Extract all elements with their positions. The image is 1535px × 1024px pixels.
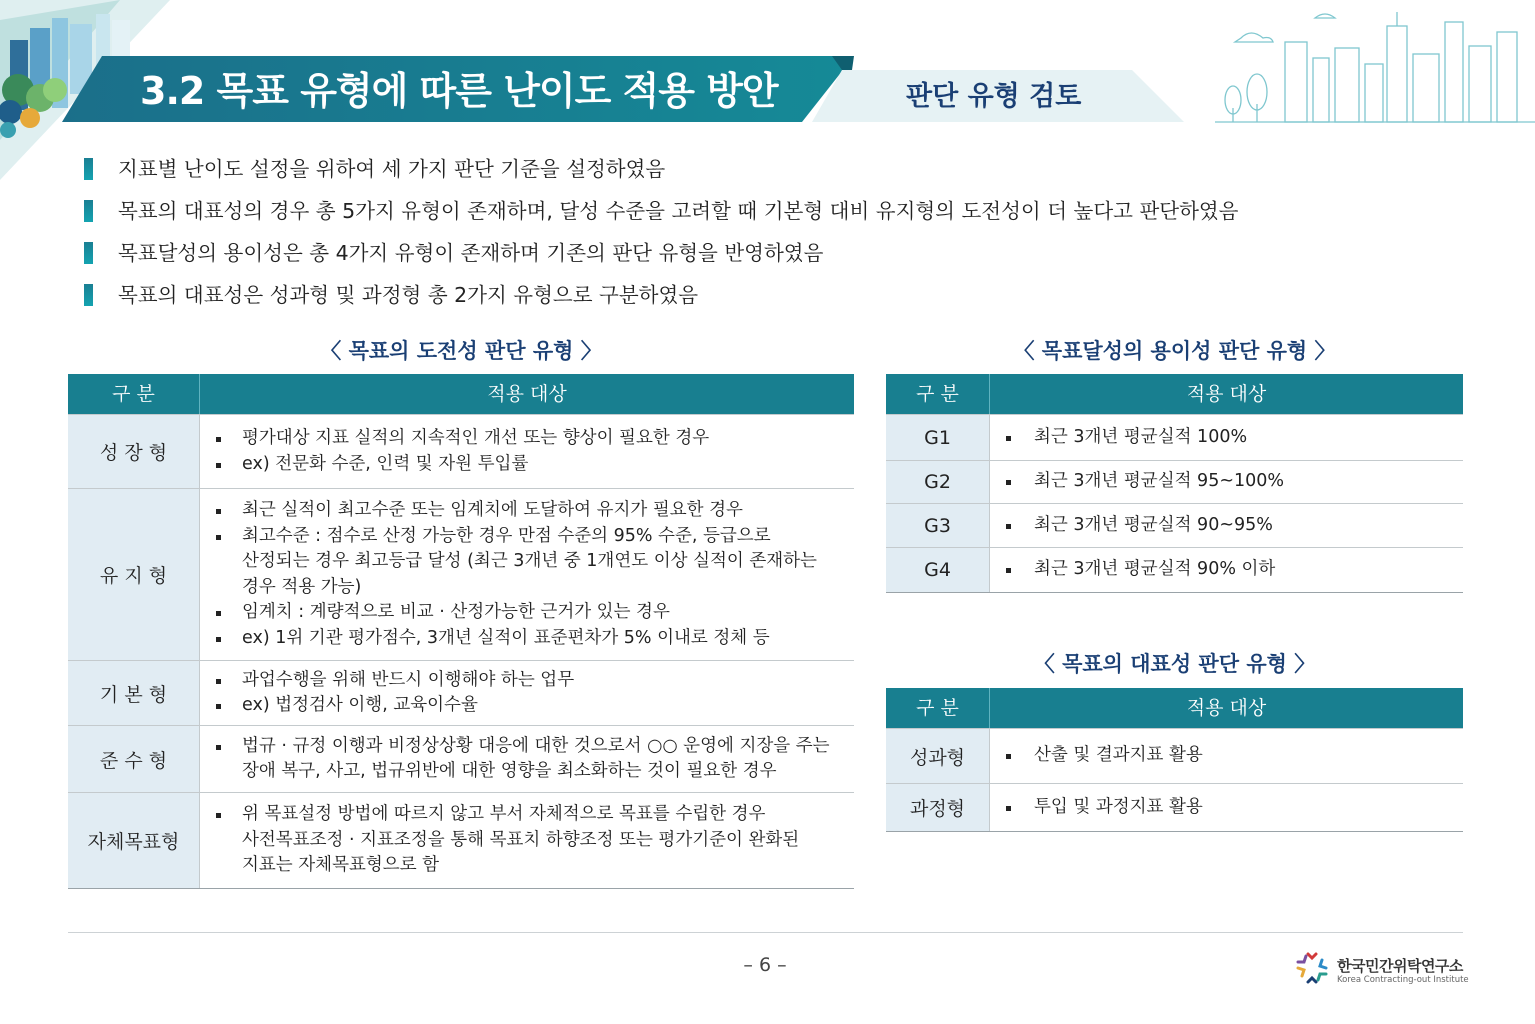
square-bullet-icon [216,463,221,468]
list-item: 임계치 : 계량적으로 비교 · 산정가능한 근거가 있는 경우 [216,600,854,626]
row-content [990,784,1463,831]
list-item-continuation: 장애 복구, 사고, 법규위반에 대한 영향을 최소화하는 것이 필요한 경우 [242,761,777,781]
table-header-row [886,374,1463,414]
row-label: G3 [886,504,990,547]
intro-bullet: 목표의 대표성의 경우 총 5가지 유형이 존재하며, 달성 수준을 고려할 때 기본형 대비 유지형의 도전성이 더 높다고 판단하였음 [84,192,1384,234]
list-item: 위 목표설정 방법에 따르지 않고 부서 자체적으로 목표를 수립한 경우 [216,802,854,828]
table-row [68,488,854,660]
row-content [990,415,1463,460]
represent-table [886,688,1463,832]
table-row [68,792,854,888]
row-label: 기 본 형 [68,661,200,725]
list-item: 최고수준 : 점수로 산정 가능한 경우 만점 수준의 95% 수준, 등급으로 [216,524,854,550]
list-item: ex) 전문화 수준, 인력 및 자원 투입률 [216,452,854,478]
square-bullet-icon [1006,806,1011,811]
row-label: G1 [886,415,990,460]
row-content [200,415,854,488]
city-illustration-right [1215,8,1535,126]
bullet-bar-icon [84,242,93,264]
row-label: 과정형 [886,784,990,831]
square-bullet-icon [216,535,221,540]
row-label: 성과형 [886,729,990,783]
table-row [68,660,854,725]
footer-divider [68,932,1463,933]
list-item-continuation: 지표는 자체목표형으로 함 [242,855,440,876]
header-category: 구 분 [886,688,990,728]
ease-table-title: 〈 목표달성의 용이성 판단 유형 〉 [1013,339,1336,363]
ease-table [886,374,1463,593]
table-row [886,460,1463,503]
list-item: 최근 3개년 평균실적 100% [1006,425,1463,451]
square-bullet-icon [1006,754,1011,759]
row-label: 자체목표형 [68,793,200,888]
list-item: ex) 법정검사 이행, 교육이수율 [216,693,854,719]
row-label: 성 장 형 [68,415,200,488]
square-bullet-icon [216,704,221,709]
table-row [886,503,1463,547]
row-label: 준 수 형 [68,726,200,792]
table-header-row [886,688,1463,728]
square-bullet-icon [216,813,221,818]
list-item: 투입 및 과정지표 활용 [1006,795,1463,821]
square-bullet-icon [216,637,221,642]
row-content [200,661,854,725]
institute-name: 한국민간위탁연구소 [1337,957,1463,975]
table-row [886,547,1463,592]
square-bullet-icon [216,745,221,750]
header-target: 적용 대상 [1186,697,1267,719]
square-bullet-icon [1006,436,1011,441]
intro-bullet: 지표별 난이도 설정을 위하여 세 가지 판단 기준을 설정하였음 [84,150,1384,192]
list-item: 과업수행을 위해 반드시 이행해야 하는 업무 [216,668,854,694]
header-category: 구 분 [886,374,990,414]
square-bullet-icon [1006,480,1011,485]
institute-name-en: Korea Contracting-out Institute [1337,975,1469,985]
row-content [200,726,854,792]
header-category: 구 분 [68,374,200,414]
square-bullet-icon [216,509,221,514]
bullet-bar-icon [84,158,93,180]
table-row [68,414,854,488]
list-item: 산출 및 결과지표 활용 [1006,743,1463,769]
list-item: ex) 1위 기관 평가점수, 3개년 실적이 표준편차가 5% 이내로 정체 등 [216,626,854,652]
table-row [886,414,1463,460]
list-item-continuation: 산정되는 경우 최고등급 달성 (최근 3개년 중 1개연도 이상 실적이 존재하는 [242,551,817,571]
page-title: 3.2 목표 유형에 따른 난이도 적용 방안 [140,69,778,113]
list-item-continuation: 사전목표조정 · 지표조정을 통해 목표치 하향조정 또는 평가기준이 완화된 [242,829,800,850]
square-bullet-icon [216,611,221,616]
table-row [68,725,854,792]
table-row [886,783,1463,831]
list-item: 최근 실적이 최고수준 또는 임계치에 도달하여 유지가 필요한 경우 [216,498,854,524]
row-content [990,729,1463,783]
header-target: 적용 대상 [1186,383,1267,405]
challenge-table [68,374,854,889]
table-header-row [68,374,854,414]
row-content [200,793,854,888]
square-bullet-icon [216,437,221,442]
represent-table-title: 〈 목표의 대표성 판단 유형 〉 [1033,652,1316,676]
page-number: – 6 – [743,954,787,976]
bullet-bar-icon [84,284,93,306]
row-content [990,548,1463,592]
square-bullet-icon [1006,568,1011,573]
table-row [886,728,1463,783]
list-item: 최근 3개년 평균실적 90~95% [1006,513,1463,539]
row-label: G4 [886,548,990,592]
challenge-table-title: 〈 목표의 도전성 판단 유형 〉 [320,339,602,363]
row-label: G2 [886,461,990,503]
page-subtitle: 판단 유형 검토 [906,81,1082,112]
intro-bullet-list [84,150,1384,318]
list-item: 평가대상 지표 실적의 지속적인 개선 또는 향상이 필요한 경우 [216,426,854,452]
row-content [990,461,1463,503]
list-item-continuation: 경우 적용 가능) [242,576,362,597]
row-content [990,504,1463,547]
list-item: 최근 3개년 평균실적 95~100% [1006,469,1463,495]
bullet-bar-icon [84,200,93,222]
intro-bullet: 목표의 대표성은 성과형 및 과정형 총 2가지 유형으로 구분하였음 [84,276,1384,318]
list-item: 법규 · 규정 이행과 비정상상황 대응에 대한 것으로서 ○○ 운영에 지장을 주는 [216,734,854,760]
square-bullet-icon [1006,524,1011,529]
square-bullet-icon [216,679,221,684]
row-content [200,489,854,660]
institute-logo-icon [1292,948,1332,988]
list-item: 최근 3개년 평균실적 90% 이하 [1006,557,1463,583]
row-label: 유 지 형 [68,489,200,660]
intro-bullet: 목표달성의 용이성은 총 4가지 유형이 존재하며 기존의 판단 유형을 반영하였음 [84,234,1384,276]
header-target: 적용 대상 [487,383,567,405]
